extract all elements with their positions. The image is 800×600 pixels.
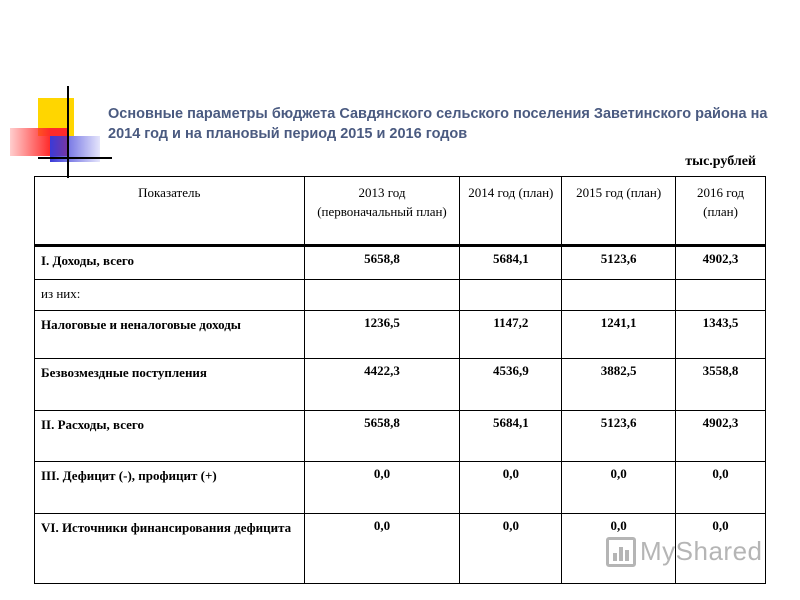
watermark-text: MyShared xyxy=(640,536,763,566)
cell-value: 0,0 xyxy=(460,514,562,584)
header-2014: 2014 год (план) xyxy=(460,177,562,246)
cell-value: 5658,8 xyxy=(304,411,460,462)
cell-value: 3558,8 xyxy=(676,359,766,411)
cell-value: 5684,1 xyxy=(460,246,562,280)
table-row xyxy=(35,246,766,280)
table-row xyxy=(35,462,766,514)
decor-horizontal-line xyxy=(38,157,112,159)
decor-vertical-line xyxy=(67,86,69,178)
table-row xyxy=(35,311,766,359)
cell-value: 3882,5 xyxy=(562,359,676,411)
row-label: из них: xyxy=(35,280,305,311)
cell-value: 5684,1 xyxy=(460,411,562,462)
bar-chart-icon xyxy=(606,537,636,567)
cell-value: 0,0 xyxy=(304,514,460,584)
cell-value: 0,0 xyxy=(562,462,676,514)
header-2016: 2016 год (план) xyxy=(676,177,766,246)
cell-value xyxy=(304,280,460,311)
cell-value: 0,0 xyxy=(304,462,460,514)
row-label: Налоговые и неналоговые доходы xyxy=(35,311,305,359)
cell-value: 0,0 xyxy=(460,462,562,514)
header-2015: 2015 год (план) xyxy=(562,177,676,246)
cell-value: 0,0 xyxy=(676,514,766,584)
table-row xyxy=(35,411,766,462)
cell-value: 1236,5 xyxy=(304,311,460,359)
cell-value: 4902,3 xyxy=(676,411,766,462)
cell-value: 5123,6 xyxy=(562,411,676,462)
units-label: тыс.рублей xyxy=(685,154,756,169)
row-label: I. Доходы, всего xyxy=(35,246,305,280)
cell-value: 1147,2 xyxy=(460,311,562,359)
cell-value xyxy=(676,280,766,311)
budget-table xyxy=(34,176,766,584)
row-label: VI. Источники финансирования дефицита xyxy=(35,514,305,584)
cell-value: 1241,1 xyxy=(562,311,676,359)
cell-value: 0,0 xyxy=(676,462,766,514)
cell-value: 4536,9 xyxy=(460,359,562,411)
table-header-row xyxy=(35,177,766,246)
header-2013: 2013 год (первоначальный план) xyxy=(304,177,460,246)
watermark xyxy=(606,536,763,567)
cell-value: 4902,3 xyxy=(676,246,766,280)
slide-title: Основные параметры бюджета Савдянского сельского поселения Заветинского района на 2014 год и на плановый период 2015 и 2016 годов xyxy=(108,106,768,142)
row-label: III. Дефицит (-), профицит (+) xyxy=(35,462,305,514)
row-label: II. Расходы, всего xyxy=(35,411,305,462)
header-indicator: Показатель xyxy=(35,177,305,246)
cell-value xyxy=(562,280,676,311)
cell-value: 1343,5 xyxy=(676,311,766,359)
cell-value: 0,0 xyxy=(562,514,676,584)
cell-value xyxy=(460,280,562,311)
table-row xyxy=(35,280,766,311)
row-label: Безвозмездные поступления xyxy=(35,359,305,411)
cell-value: 5658,8 xyxy=(304,246,460,280)
cell-value: 5123,6 xyxy=(562,246,676,280)
cell-value: 4422,3 xyxy=(304,359,460,411)
table-row xyxy=(35,359,766,411)
